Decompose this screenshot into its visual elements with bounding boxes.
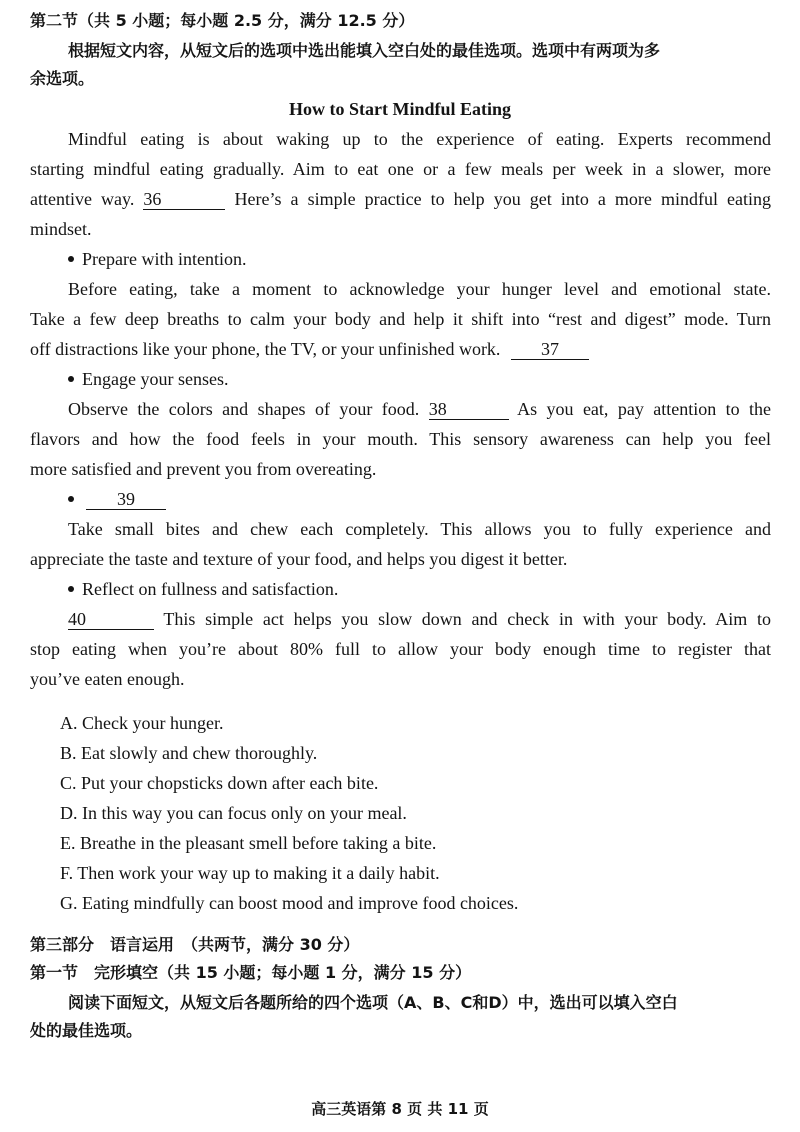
p3-line1-post: As you eat, pay attention to the (517, 399, 772, 419)
p5-line1-post: This simple act helps you slow down and check in with your body. Aim to (163, 609, 771, 629)
p2-line1: Before eating, take a moment to acknowledge your hunger level and emotional state. (68, 279, 771, 299)
p5-line3: you’ve eaten enough. (30, 669, 185, 689)
part3-instruction-line2: 处的最佳选项。 (30, 1021, 143, 1040)
p4-line1: Take small bites and chew each completely. This allows you to fully experience and (68, 519, 771, 539)
bullet-item-2 (68, 364, 228, 394)
part3-section1-heading: 第一节 完形填空（共 15 小题；每小题 1 分，满分 15 分） (30, 963, 472, 982)
option-d: D. In this way you can focus only on your meal. (60, 803, 407, 823)
p3-line3: more satisfied and prevent you from overeating. (30, 459, 377, 479)
option-b: B. Eat slowly and chew thoroughly. (60, 743, 318, 763)
bullet-item-4 (68, 574, 338, 604)
bullet2-text: Engage your senses. (82, 369, 229, 389)
bullet-dot-icon (68, 496, 74, 502)
bullet-dot-icon (68, 376, 74, 382)
passage-title: How to Start Mindful Eating (288, 99, 511, 119)
bullet1-text: Prepare with intention. (82, 249, 247, 269)
option-f: F. Then work your way up to making it a daily habit. (60, 863, 440, 883)
blank-38: 38 (429, 399, 509, 420)
p2-line3 (30, 334, 589, 364)
blank-39: 39 (86, 489, 166, 510)
p1-line3-pre: attentive way. (30, 189, 135, 209)
bullet-dot-icon (68, 586, 74, 592)
blank-37: 37 (511, 339, 589, 360)
blank-40: 40 (68, 609, 154, 630)
section2-instruction-line2: 余选项。 (30, 69, 95, 88)
part3-instruction-line1: 阅读下面短文，从短文后各题所给的四个选项（A、B、C和D）中，选出可以填入空白 (68, 993, 678, 1012)
p1-line1: Mindful eating is about waking up to the experience of eating. Experts recommend (68, 129, 771, 149)
option-e: E. Breathe in the pleasant smell before taking a bite. (60, 833, 437, 853)
p1-line3 (30, 184, 771, 214)
bullet4-text: Reflect on fullness and satisfaction. (82, 579, 339, 599)
section2-instruction-line1: 根据短文内容，从短文后的选项中选出能填入空白处的最佳选项。选项中有两项为多 (68, 41, 661, 60)
part3-heading: 第三部分 语言运用 （共两节，满分 30 分） (30, 935, 360, 954)
p3-line1-pre: Observe the colors and shapes of your food. (68, 399, 420, 419)
page-footer: 高三英语第 8 页 共 11 页 (311, 1100, 489, 1118)
p5-line2: stop eating when you’re about 80% full to allow your body enough time to register that (30, 639, 771, 659)
option-c: C. Put your chopsticks down after each bite. (60, 773, 379, 793)
p1-line3-post: Here’s a simple practice to help you get into a more mindful eating (234, 189, 772, 209)
p5-line1 (68, 604, 771, 634)
bullet-dot-icon (68, 256, 74, 262)
bullet-item-1 (68, 244, 246, 274)
bullet-item-3 (68, 484, 166, 514)
section2-heading: 第二节（共 5 小题；每小题 2.5 分，满分 12.5 分） (30, 11, 415, 30)
option-a: A. Check your hunger. (60, 713, 224, 733)
blank-36: 36 (143, 189, 225, 210)
p4-line2: appreciate the taste and texture of your food, and helps you digest it better. (30, 549, 568, 569)
p2-line3-pre: off distractions like your phone, the TV, or your unfinished work. (30, 339, 501, 359)
option-g: G. Eating mindfully can boost mood and improve food choices. (60, 893, 519, 913)
p2-line2: Take a few deep breaths to calm your body and help it shift into “rest and digest” mode. Turn (30, 309, 771, 329)
p3-line2: flavors and how the food feels in your mouth. This sensory awareness can help you feel (30, 429, 771, 449)
p1-line4: mindset. (30, 219, 92, 239)
p1-line2: starting mindful eating gradually. Aim to eat one or a few meals per week in a slower, more (30, 159, 771, 179)
p3-line1 (68, 394, 771, 424)
